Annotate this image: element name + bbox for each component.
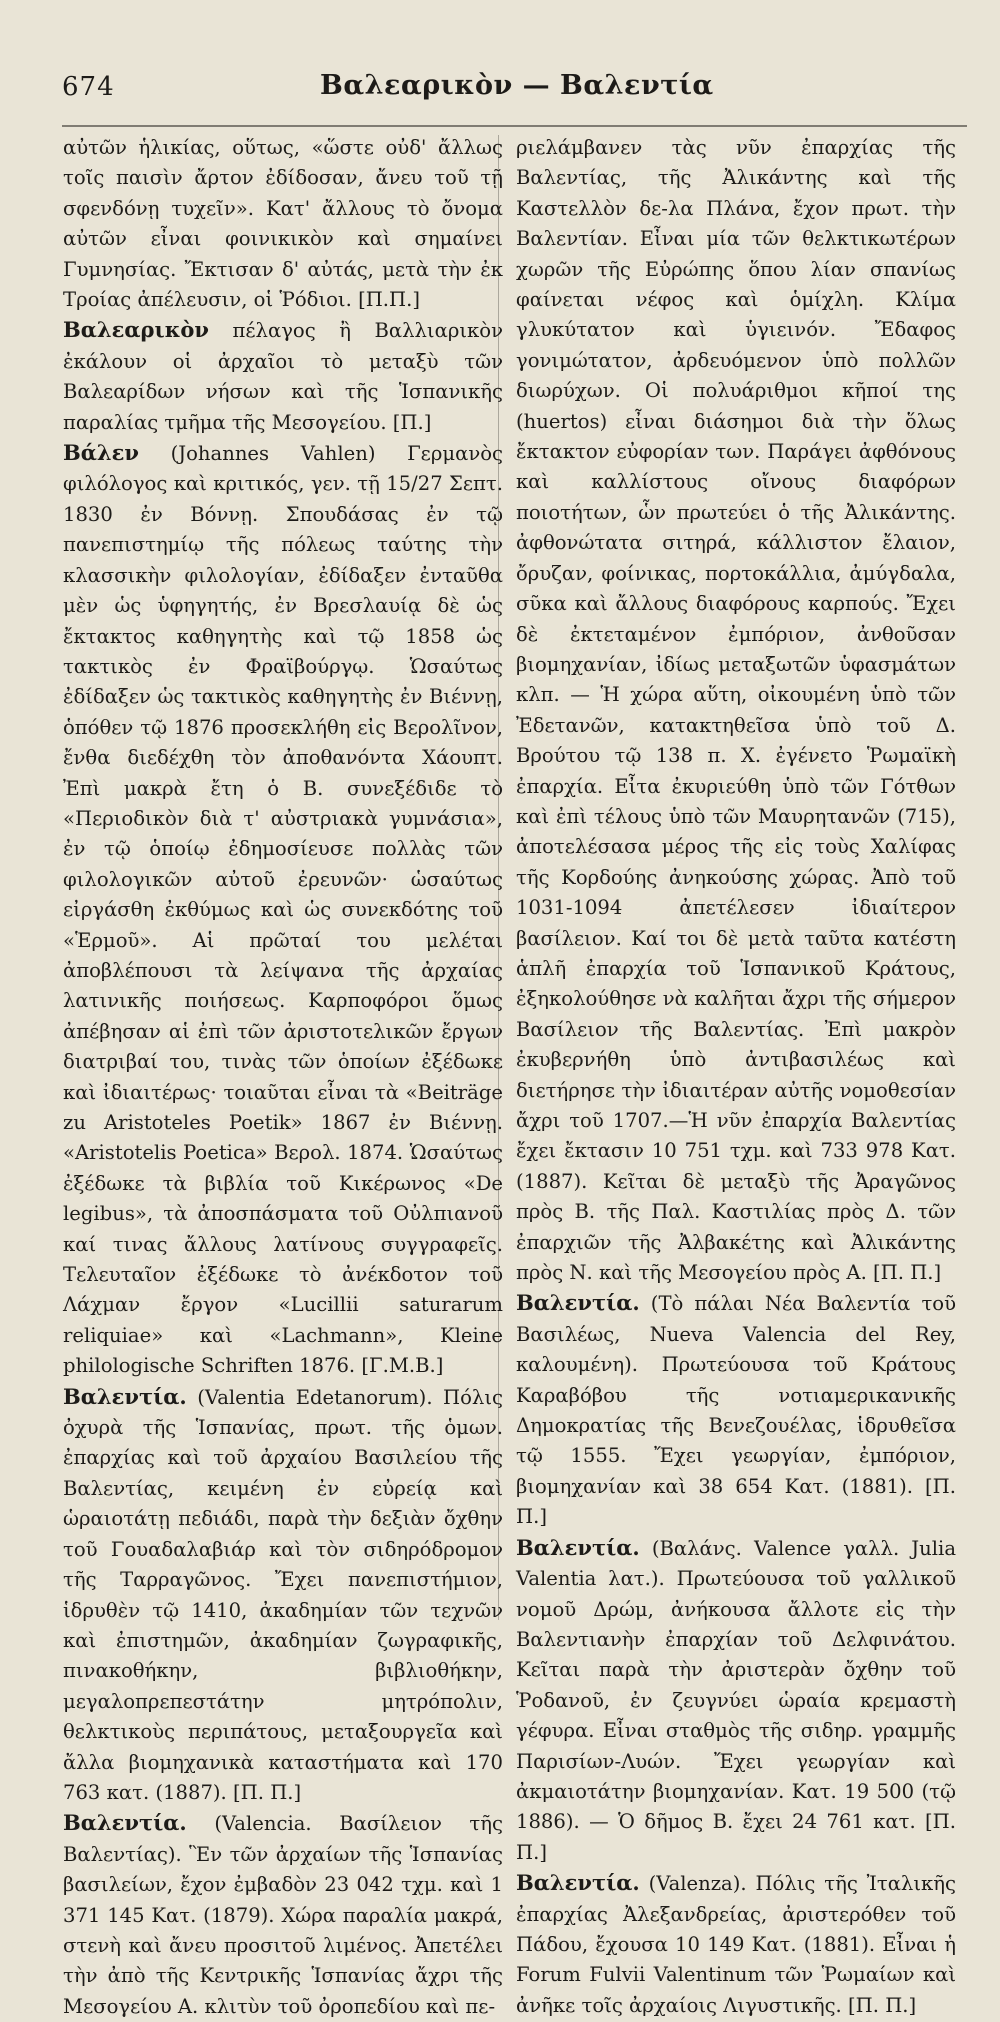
entry-text: (Valenza). Πόλις τῆς Ἰταλικῆς ἐπαρχίας Ἀλεξανδρείας, ἀριστερόθεν τοῦ Πάδου, ἔχουσα 10 149 Κατ. (1881). Εἶναι ἡ Forum Fulvii Valentinum τῶν Ῥωμαίων καὶ ἀνῆκε τοῖς ἀρχαίοις Λιγυστικῆς. [Π. Π.]	[516, 1872, 956, 2017]
entry-headword: Βαλεντία.	[516, 1290, 640, 1316]
page-header	[62, 72, 960, 112]
entry-headword: Βάλεν	[63, 440, 139, 466]
entry-headword: Βαλεντία.	[516, 1534, 640, 1560]
page-number: 674	[62, 72, 115, 102]
entry-continuation	[516, 133, 956, 1288]
running-head: Βαλεαρικὸν — Βαλεντία	[320, 70, 714, 101]
right-column	[516, 133, 956, 2021]
header-rule	[62, 125, 967, 127]
entry-valentia-france	[516, 1533, 956, 1868]
entry-text: (Βαλάνς. Valence γαλλ. Julia Valentia λατ.). Πρωτεύουσα τοῦ γαλλικοῦ νομοῦ Δρώμ, ἀνήκουσα ἄλλοτε εἰς τὴν Βαλεντιανὴν ἐπαρχίαν τοῦ Δελφινάτου. Κεῖται παρὰ τὴν ἀριστερὰν ὄχθην τοῦ Ῥοδανοῦ, ἐν ζευγνύει ὡραία κρεμαστὴ γέφυρα. Εἶναι σταθμὸς τῆς σιδηρ. γραμμῆς Παρισίων-Λυών. Ἔχει γεωργίαν καὶ ἀκμαιοτάτην βιομηχανίαν. Κατ. 19 500 (τῷ 1886). — Ὁ δῆμος Β. ἔχει 24 761 κατ. [Π. Π.]	[516, 1536, 956, 1864]
entry-text: (Τὸ πάλαι Νέα Βαλεντία τοῦ Βασιλέως, Nueva Valencia del Rey, καλουμένη). Πρωτεύουσα τοῦ Κράτους Καραβόβου τῆς νοτιαμερικανικῆς Δημοκρατίας τῆς Βενεζουέλας, ἱδρυθεῖσα τῷ 1555. Ἔχει γεωργίαν, ἐμπόριον, βιομηχανίαν καὶ 38 654 Κατ. (1881). [Π. Π.]	[516, 1292, 956, 1529]
entry-headword: Βαλεντία.	[63, 1810, 187, 1836]
entry-headword: Βαλεαρικὸν	[63, 317, 210, 343]
entry-text: πέλαγος ἢ Βαλλιαρικὸν ἐκάλουν οἱ ἀρχαῖοι τὸ μεταξὺ τῶν Βαλεαρίδων νήσων καὶ τῆς Ἱσπανικῆς παραλίας τμῆμα τῆς Μεσογείου. [Π.]	[63, 319, 503, 434]
entry-valentia-venezuela	[516, 1288, 956, 1532]
entry-valentia-spain-city	[63, 1382, 503, 1809]
left-column	[63, 133, 503, 2022]
entry-headword: Βαλεντία.	[63, 1383, 187, 1409]
entry-text: (Valentia Edetanorum). Πόλις ὀχυρὰ τῆς Ἱσπανίας, πρωτ. τῆς ὁμων. ἐπαρχίας καὶ τοῦ ἀρχαίου Βασιλείου τῆς Βαλεντίας, κειμένη ἐν εὐρείᾳ καὶ ὡραιοτάτῃ πεδιάδι, παρὰ τὴν δεξιὰν ὄχθην τοῦ Γουαδαλαβιάρ καὶ τὸν σιδηρόδρομον τῆς Ταρραγῶνος. Ἔχει πανεπιστήμιον, ἱδρυθὲν τῷ 1410, ἀκαδημίαν τῶν τεχνῶν καὶ ἐπιστημῶν, ἀκαδημίαν ζωγραφικῆς, πινακοθήκην, βιβλιοθήκην, μεγαλοπρεπεστάτην μητρόπολιν, θελκτικοὺς περιπάτους, μεταξουργεῖα καὶ ἄλλα βιομηχανικὰ καταστήματα καὶ 170 763 κατ. (1887). [Π. Π.]	[63, 1385, 503, 1804]
entry-headword: Βαλεντία.	[516, 1870, 640, 1896]
entry-valentia-italy	[516, 1868, 956, 2021]
entry-text: ριελάμβανεν τὰς νῦν ἐπαρχίας τῆς Βαλεντίας, τῆς Ἀλικάντης καὶ τῆς Καστελλὸν δε-λα Πλάνα, ἔχον πρωτ. τὴν Βαλεντίαν. Εἶναι μία τῶν θελκτικωτέρων χωρῶν τῆς Εὐρώπης ὅπου λίαν σπανίως φαίνεται νέφος καὶ ὁμίχλη. Κλίμα γλυκύτατον καὶ ὑγιεινόν. Ἔδαφος γονιμώτατον, ἀρδευόμενον ὑπὸ πολλῶν διωρύχων. Οἱ πολυάριθμοι κῆποί της (huertos) εἶναι διάσημοι διὰ τὴν ὅλως ἔκτακτον εὐφορίαν των. Παράγει ἀφθόνους καὶ καλλίστους οἴνους διαφόρων ποιοτήτων, ὧν πρωτεύει ὁ τῆς Ἀλικάντης. ἀφθονώτατα σιτηρά, κάλλιστον ἔλαιον, ὄρυζαν, φοίνικας, πορτοκάλλια, ἀμύγδαλα, σῦκα καὶ ἄλλους διαφόρους καρπούς. Ἔχει δὲ ἐκτεταμένον ἐμπόριον, ἀνθοῦσαν βιομηχανίαν, ἰδίως μεταξωτῶν ὑφασμάτων κλπ. — Ἡ χώρα αὕτη, οἰκουμένη ὑπὸ τῶν Ἐδετανῶν, κατακτηθεῖσα ὑπὸ τοῦ Δ. Βρούτου τῷ 138 π. Χ. ἐγένετο Ῥωμαϊκὴ ἐπαρχία. Εἶτα ἐκυριεύθη ὑπὸ τῶν Γότθων καὶ ἐπὶ τέλους ὑπὸ τῶν Μαυρητανῶν (715), ἀποτελέσασα μέρος τῆς εἰς τοὺς Χαλίφας τῆς Κορδούης ἀνηκούσης χώρας. Ἀπὸ τοῦ 1031-1094 ἀπετέλεσεν ἰδιαίτερον βασίλειον. Καί τοι δὲ μετὰ ταῦτα κατέστη ἁπλῆ ἐπαρχία τοῦ Ἱσπανικοῦ Κράτους, ἐξηκολούθησε νὰ καλῆται ἄχρι τῆς σήμερον Βασίλειον τῆς Βαλεντίας. Ἐπὶ μακρὸν ἐκυβερνήθη ὑπὸ ἀντιβασιλέως καὶ διετήρησε τὴν ἰδιαιτέραν αὐτῆς νομοθεσίαν ἄχρι τοῦ 1707.—Ἡ νῦν ἐπαρχία Βαλεντίας ἔχει ἔκτασιν 10 751 τχμ. καὶ 733 978 Κατ. (1887). Κεῖται δὲ μεταξὺ τῆς Ἀραγῶνος πρὸς Β. τῆς Παλ. Καστιλίας πρὸς Δ. τῶν ἐπαρχιῶν τῆς Ἀλβακέτης καὶ Ἀλικάντης πρὸς Ν. καὶ τῆς Μεσογείου πρὸς Α. [Π. Π.]	[516, 136, 956, 1285]
entry-vahlen	[63, 438, 503, 1382]
entry-continuation	[63, 133, 503, 315]
entry-valeariko	[63, 315, 503, 438]
entry-text: (Johannes Vahlen) Γερμανὸς φιλόλογος καὶ κριτικός, γεν. τῇ 15/27 Σεπτ. 1830 ἐν Βόννῃ. Σπουδάσας ἐν τῷ πανεπιστημίῳ τῆς πόλεως ταύτης τὴν κλασσικὴν φιλολογίαν, ἐδίδαξεν ἐνταῦθα μὲν ὡς ὑφηγητής, ἐν Βρεσλαυίᾳ δὲ ὡς ἔκτακτος καθηγητὴς καὶ τῷ 1858 ὡς τακτικὸς ἐν Φραϊβούργῳ. Ὡσαύτως ἐδίδαξεν ὡς τακτικὸς καθηγητὴς ἐν Βιέννῃ, ὁπόθεν τῷ 1876 προσεκλήθη εἰς Βερολῖνον, ἔνθα διεδέχθη τὸν ἀποθανόντα Χάουπτ. Ἐπὶ μακρὰ ἔτη ὁ Β. συνεξέδιδε τὸ «Περιοδικὸν διὰ τ' αὐστριακὰ γυμνάσια», ἐν τῷ ὁποίῳ ἐδημοσίευσε πολλὰς τῶν φιλολογικῶν αὐτοῦ ἐρευνῶν· ὡσαύτως εἰργάσθη ἐκθύμως καὶ ὡς συνεκδότης τοῦ «Ἑρμοῦ». Αἱ πρῶταί του μελέται ἀποβλέπουσι τὰ λείψανα τῆς ἀρχαίας λατινικῆς ποιήσεως. Καρποφόροι ὅμως ἀπέβησαν αἱ ἐπὶ τῶν ἀριστοτελικῶν ἔργων διατριβαί του, τινὰς τῶν ὁποίων ἐξέδωκε καὶ ἰδιαιτέρως· τοιαῦται εἶναι τὰ «Beiträge zu Aristoteles Poetik» 1867 ἐν Βιέννῃ. «Aristotelis Poetica» Βερολ. 1874. Ὡσαύτως ἐξέδωκε τὰ βιβλία τοῦ Κικέρωνος «De legibus», τὰ ἀποσπάσματα τοῦ Οὐλπιανοῦ καί τινας ἄλλους λατίνους συγγραφεῖς. Τελευταῖον ἐξέδωκε τὸ ἀνέκδοτον τοῦ Λάχμαν ἔργον «Lucillii saturarum reliquiae» καὶ «Lachmann», Kleine philologische Schriften 1876. [Γ.Μ.Β.]	[63, 442, 503, 1378]
entry-text: αὐτῶν ἡλικίας, οὕτως, «ὥστε οὐδ' ἄλλως τοῖς παισὶν ἄρτον ἐδίδοσαν, ἄνευ τοῦ τῇ σφενδόνῃ τυχεῖν». Κατ' ἄλλους τὸ ὄνομα αὐτῶν εἶναι φοινικικὸν καὶ σημαίνει Γυμνησίας. Ἔκτισαν δ' αὐτάς, μετὰ τὴν ἐκ Τροίας ἀπέλευσιν, οἱ Ῥόδιοι. [Π.Π.]	[63, 136, 503, 312]
entry-text: (Valencia. Βασίλειον τῆς Βαλεντίας). Ἓν τῶν ἀρχαίων τῆς Ἱσπανίας βασιλείων, ἔχον ἐμβαδὸν 23 042 τχμ. καὶ 1 371 145 Κατ. (1879). Χώρα παραλία μακρά, στενὴ καὶ ἄνευ προσιτοῦ λιμένος. Ἀπετέλει τὴν ἀπὸ τῆς Κεντρικῆς Ἱσπανίας ἄχρι τῆς Μεσογείου Α. κλιτὺν τοῦ ὀροπεδίου καὶ πε-	[63, 1812, 503, 2018]
entry-valentia-kingdom	[63, 1808, 503, 2022]
